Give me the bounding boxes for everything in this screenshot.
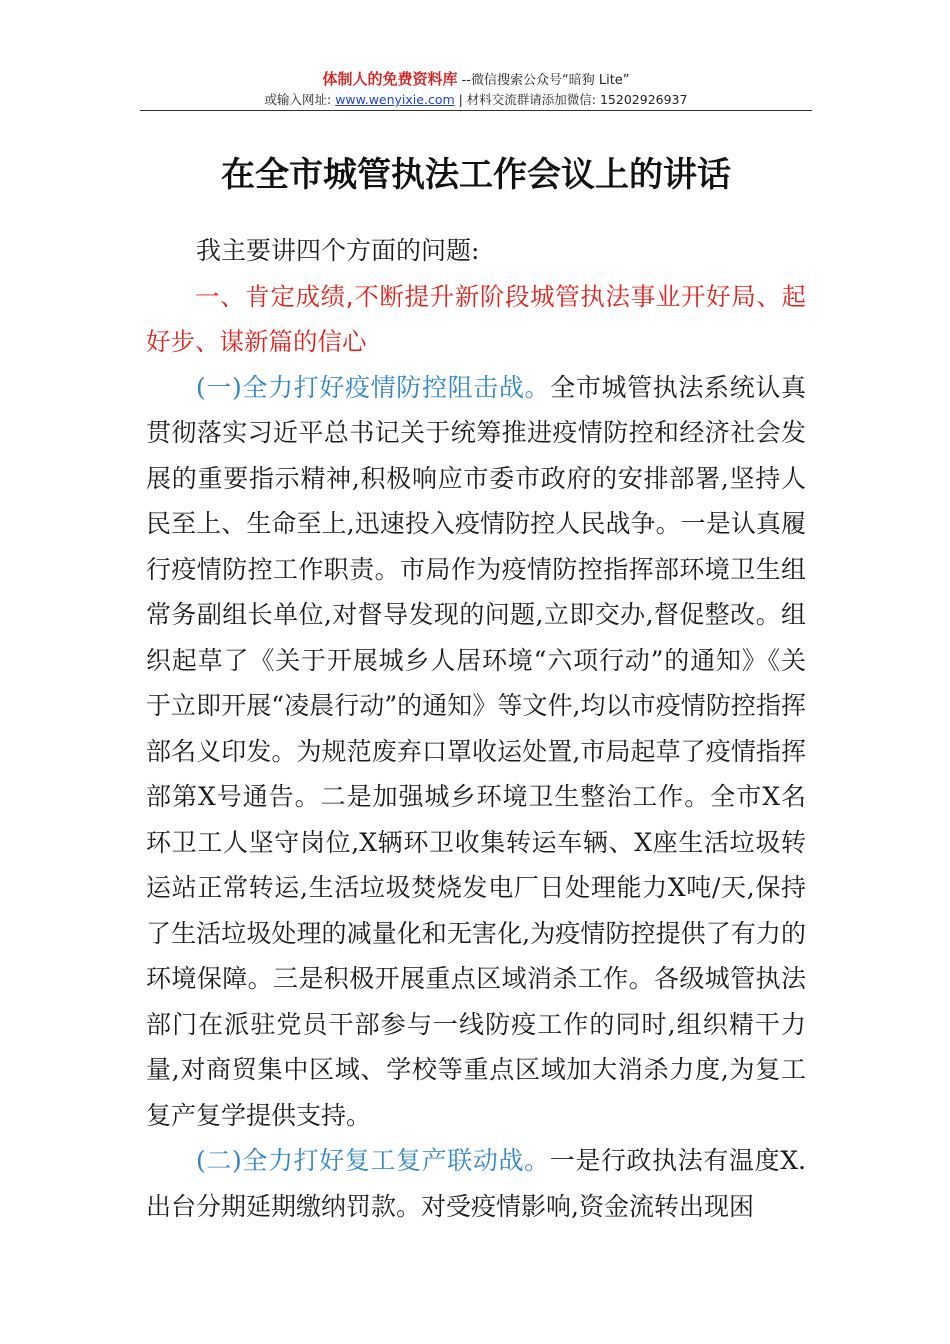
subsection-2-paragraph [146, 1138, 806, 1229]
header-contact: | 材料交流群请添加微信: 15202926937 [454, 92, 688, 107]
subsection-1-text: 全市城管执法系统认真贯彻落实习近平总书记关于统筹推进疫情防控和经济社会发展的重要指示精神,积极响应市委市政府的安排部署,坚持人民至上、生命至上,迅速投入疫情防控人民战争。一是认真履行疫情防控工作职责。市局作为疫情防控指挥部环境卫生组常务副组长单位,对督导发现的问题,立即交办,督促整改。组织起草了《关于开展城乡人居环境“六项行动”的通知》《关于立即开展“凌晨行动”的通知》等文件,均以市疫情防控指挥部名义印发。为规范废弃口罩收运处置,市局起草了疫情指挥部第X号通告。二是加强城乡环境卫生整治工作。全市X名环卫工人坚守岗位,X辆环卫收集转运车辆、X座生活垃圾转运站正常转运,生活垃圾焚烧发电厂日处理能力X吨/天,保持了生活垃圾处理的减量化和无害化,为疫情防控提供了有力的环境保障。三是积极开展重点区域消杀工作。各级城管执法部门在派驻党员干部参与一线防疫工作的同时,组织精干力量,对商贸集中区域、学校等重点区域加大消杀力度,为复工复产复学提供支持。 [146, 372, 806, 1130]
header-line-2 [140, 91, 812, 109]
intro-paragraph: 我主要讲四个方面的问题: [196, 236, 480, 265]
subsection-2-title: (二)全力打好复工复产联动战。 [196, 1146, 550, 1175]
header-divider [140, 110, 812, 111]
subsection-1-paragraph [146, 365, 806, 1139]
document-title: 在全市城管执法工作会议上的讲话 [221, 155, 731, 195]
watermark-header [140, 70, 812, 109]
subsection-1-title: (一)全力打好疫情防控阻击战。 [196, 372, 551, 402]
document-body [146, 228, 806, 1229]
section-heading-1: 一、肯定成绩,不断提升新阶段城管执法事业开好局、起好步、谋新篇的信心 [146, 281, 806, 356]
header-line-1 [140, 70, 812, 90]
subsection-2-text: 一是行政执法有温度X.出台分期延期缴纳罚款。对受疫情影响,资金流转出现困 [146, 1146, 806, 1221]
header-url-link[interactable]: www.wenyixie.com [335, 92, 455, 107]
header-tagline: --微信搜索公众号“暗狗 Lite” [457, 73, 630, 88]
header-url-prefix: 或输入网址: [264, 92, 336, 107]
header-brand: 体制人的免费资料库 [322, 70, 458, 88]
